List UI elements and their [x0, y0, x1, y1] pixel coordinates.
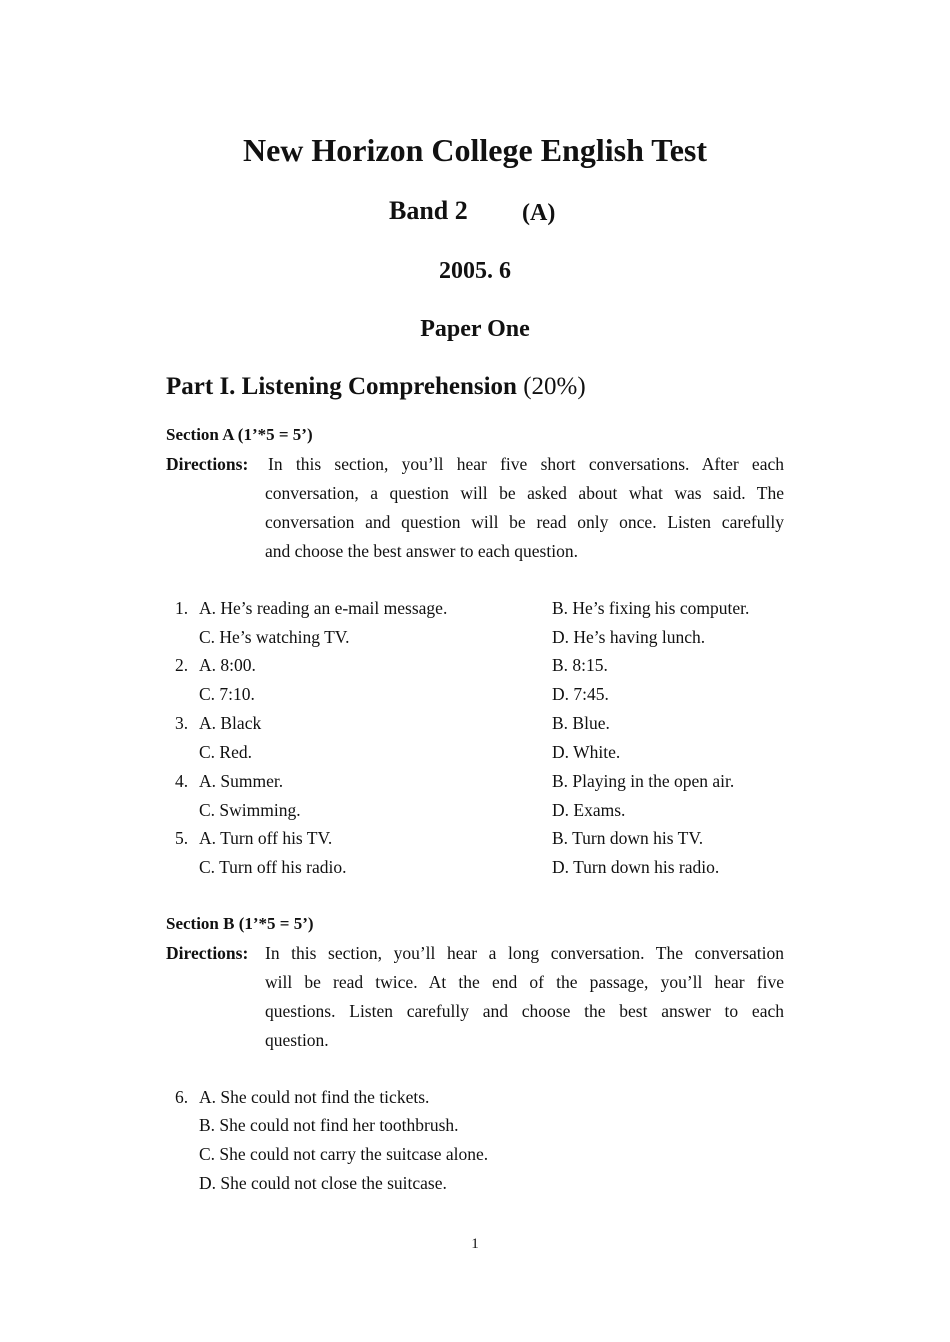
variant-label: (A) [522, 200, 556, 226]
answer-option: C. She could not carry the suitcase alone. [199, 1144, 489, 1164]
paper-label: Paper One [420, 316, 530, 342]
part-title: Part I. Listening Comprehension [166, 373, 517, 400]
section-b-directions-label: Directions: [166, 943, 249, 963]
answer-option: C. Swimming. [199, 800, 301, 820]
section-b-directions-line: questions. Listen carefully and choose the best answer to each [265, 1001, 784, 1021]
answer-option: B. 8:15. [552, 655, 608, 675]
answer-option: A. She could not find the tickets. [199, 1087, 430, 1107]
answer-option: A. 8:00. [199, 655, 256, 675]
question-number: 5. [175, 828, 189, 848]
section-b-directions-line: question. [265, 1030, 329, 1050]
part-heading [166, 373, 586, 401]
section-a-directions-line: conversation, a question will be asked about what was said. The [265, 483, 784, 503]
answer-option: C. Red. [199, 742, 252, 762]
answer-option: B. She could not find her toothbrush. [199, 1115, 459, 1135]
section-a-directions-line: conversation and question will be read only once. Listen carefully [265, 512, 784, 532]
answer-option: B. Playing in the open air. [552, 771, 735, 791]
answer-option: A. Summer. [199, 771, 284, 791]
answer-option: B. He’s fixing his computer. [552, 598, 750, 618]
part-percent: (20%) [523, 373, 586, 400]
question-number: 3. [175, 713, 189, 733]
exam-date: 2005. 6 [439, 258, 511, 284]
answer-option: D. 7:45. [552, 684, 609, 704]
answer-option: A. He’s reading an e-mail message. [199, 598, 448, 618]
section-b-directions-line: will be read twice. At the end of the passage, you’ll hear five [265, 972, 784, 992]
section-a-heading: Section A (1’*5 = 5’) [166, 425, 313, 444]
answer-option: D. White. [552, 742, 621, 762]
section-a-directions-label: Directions: [166, 454, 249, 474]
section-b-directions-line: In this section, you’ll hear a long conversation. The conversation [265, 943, 784, 963]
answer-option: A. Turn off his TV. [199, 828, 333, 848]
answer-option: D. Turn down his radio. [552, 857, 720, 877]
section-b-heading: Section B (1’*5 = 5’) [166, 914, 314, 933]
section-a-directions-line: In this section, you’ll hear five short conversations. After each [268, 454, 784, 474]
answer-option: D. She could not close the suitcase. [199, 1173, 447, 1193]
section-a-directions-line: and choose the best answer to each question. [265, 541, 578, 561]
answer-option: D. He’s having lunch. [552, 627, 706, 647]
question-number: 2. [175, 655, 189, 675]
answer-option: D. Exams. [552, 800, 626, 820]
page-number: 1 [471, 1236, 479, 1252]
band-label: Band 2 [389, 196, 468, 225]
question-number: 6. [175, 1087, 189, 1107]
question-number: 1. [175, 598, 189, 618]
answer-option: B. Turn down his TV. [552, 828, 704, 848]
answer-option: C. He’s watching TV. [199, 627, 350, 647]
document-title: New Horizon College English Test [242, 132, 707, 168]
question-number: 4. [175, 771, 189, 791]
answer-option: C. 7:10. [199, 684, 255, 704]
answer-option: C. Turn off his radio. [199, 857, 347, 877]
answer-option: B. Blue. [552, 713, 610, 733]
answer-option: A. Black [199, 713, 262, 733]
